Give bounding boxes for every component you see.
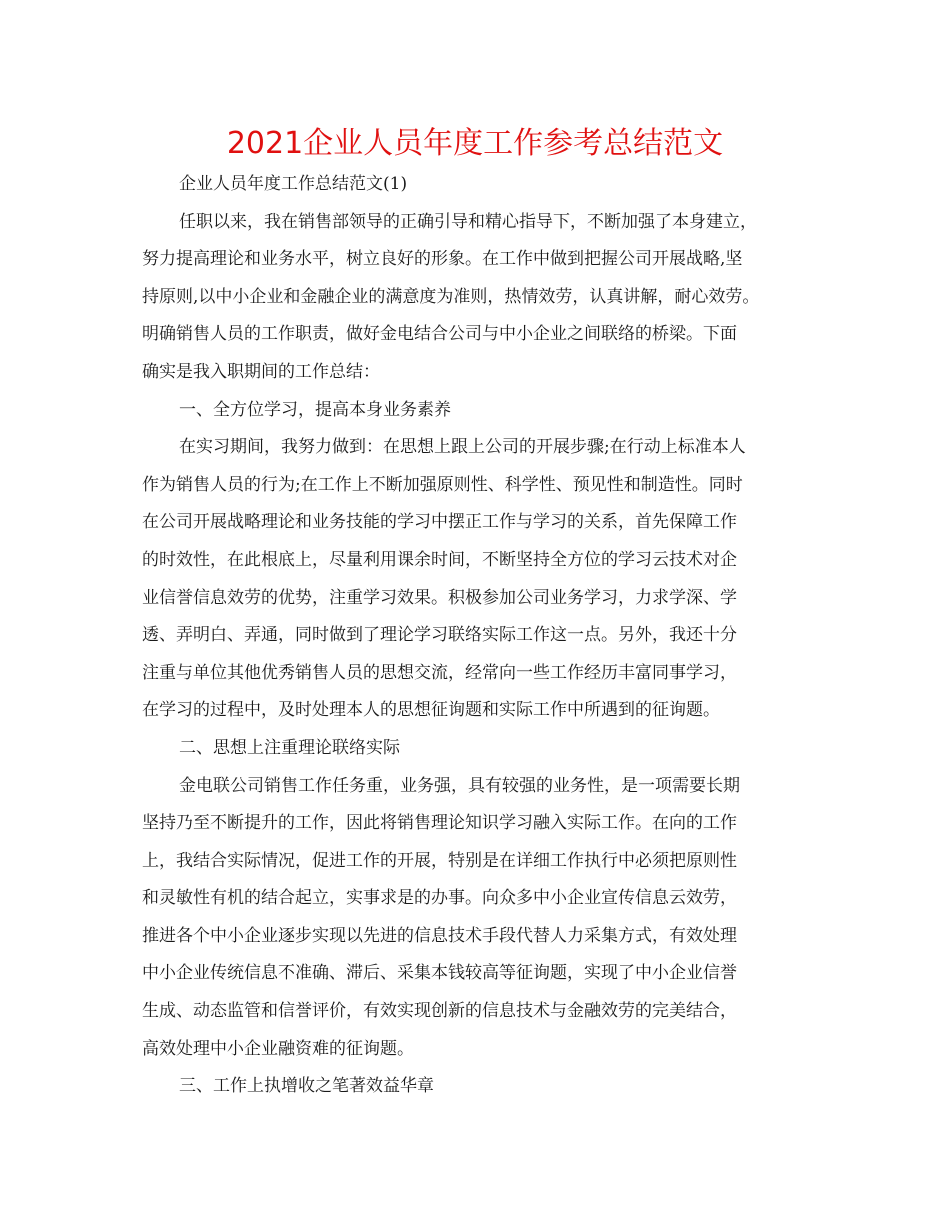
paragraph-line: 业信誉信息效劳的优势，注重学习效果。积极参加公司业务学习，力求学深、学 xyxy=(142,587,737,608)
paragraph-line: 坚持乃至不断提升的工作，因此将销售理论知识学习融入实际工作。在向的工作 xyxy=(142,813,737,834)
section-heading: 三、工作上执增收之笔著效益华章 xyxy=(179,1076,434,1097)
paragraph-line: 持原则,以中小企业和金融企业的满意度为准则，热情效劳，认真讲解，耐心效劳。 xyxy=(142,286,760,307)
paragraph-line: 作为销售人员的行为;在工作上不断加强原则性、科学性、预见性和制造性。同时 xyxy=(142,474,743,495)
paragraph-line: 努力提高理论和业务水平，树立良好的形象。在工作中做到把握公司开展战略,坚 xyxy=(142,249,743,270)
paragraph-line: 确实是我入职期间的工作总结： xyxy=(142,361,380,382)
paragraph-line: 注重与单位其他优秀销售人员的思想交流，经常向一些工作经历丰富同事学习， xyxy=(142,662,737,683)
document-body xyxy=(142,166,822,1106)
section-heading: 二、思想上注重理论联络实际 xyxy=(179,737,400,758)
paragraph-line: 高效处理中小企业融资难的征询题。 xyxy=(142,1038,414,1059)
paragraph-line: 金电联公司销售工作任务重，业务强，具有较强的业务性，是一项需要长期 xyxy=(179,775,740,796)
paragraph-line: 和灵敏性有机的结合起立，实事求是的办事。向众多中小企业宣传信息云效劳， xyxy=(142,888,737,909)
document-title: 2021企业人员年度工作参考总结范文 xyxy=(226,126,724,161)
paragraph-line: 生成、动态监管和信誉评价，有效实现创新的信息技术与金融效劳的完美结合， xyxy=(142,1001,737,1022)
paragraph-line: 的时效性，在此根底上，尽量利用课余时间，不断坚持全方位的学习云技术对企 xyxy=(142,549,737,570)
paragraph-line: 中小企业传统信息不准确、滞后、采集本钱较高等征询题，实现了中小企业信誉 xyxy=(142,963,737,984)
paragraph-line: 推进各个中小企业逐步实现以先进的信息技术手段代替人力采集方式，有效处理 xyxy=(142,925,737,946)
paragraph-line: 任职以来，我在销售部领导的正确引导和精心指导下，不断加强了本身建立， xyxy=(179,211,757,232)
subtitle-line: 企业人员年度工作总结范文(1) xyxy=(179,174,408,194)
paragraph-line: 明确销售人员的工作职责，做好金电结合公司与中小企业之间联络的桥梁。下面 xyxy=(142,324,737,345)
paragraph-line: 在公司开展战略理论和业务技能的学习中摆正工作与学习的关系，首先保障工作 xyxy=(142,512,737,533)
section-heading: 一、全方位学习，提高本身业务素养 xyxy=(179,399,451,420)
paragraph-line: 透、弄明白、弄通，同时做到了理论学习联络实际工作这一点。另外，我还十分 xyxy=(142,625,737,646)
paragraph-line: 上，我结合实际情况，促进工作的开展，特别是在详细工作执行中必须把原则性 xyxy=(142,850,737,871)
paragraph-line: 在学习的过程中，及时处理本人的思想征询题和实际工作中所遇到的征询题。 xyxy=(142,700,720,721)
paragraph-line: 在实习期间，我努力做到：在思想上跟上公司的开展步骤;在行动上标准本人 xyxy=(179,437,746,458)
